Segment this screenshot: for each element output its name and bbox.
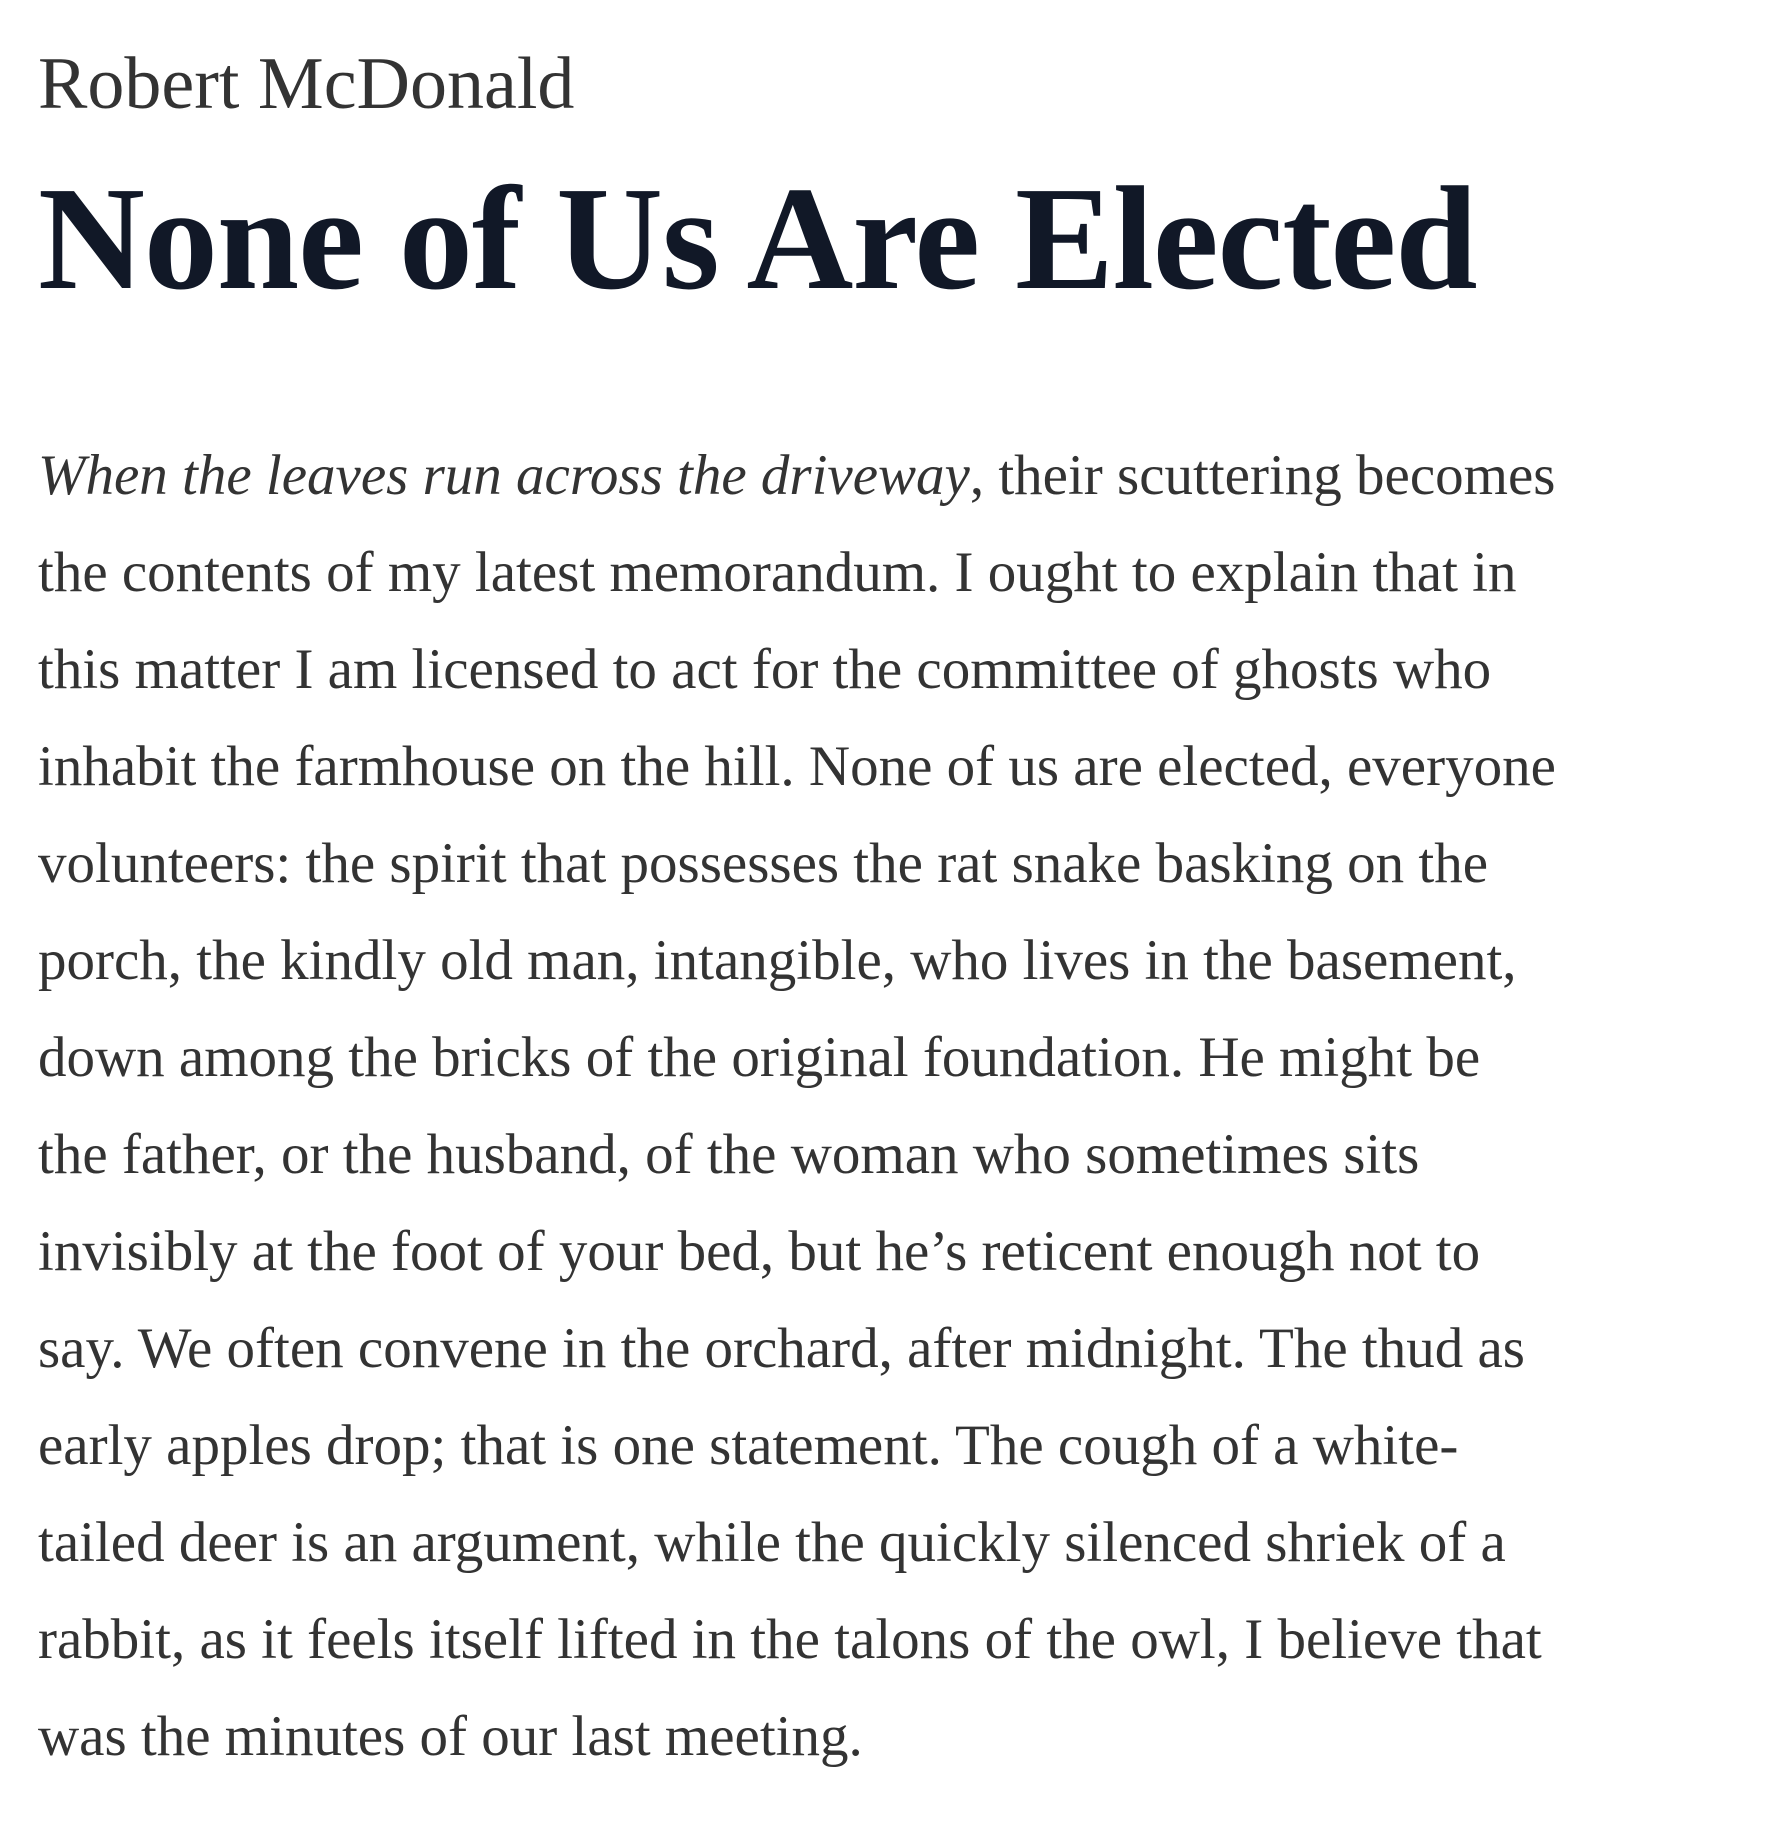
- poem-line: down among the bricks of the original foundation. He might be: [38, 1026, 1481, 1089]
- poem-line: rabbit, as it feels itself lifted in the talons of the owl, I believe that: [38, 1608, 1542, 1671]
- poem-line: invisibly at the foot of your bed, but he’s reticent enough not to: [38, 1220, 1481, 1283]
- poem-body: [38, 427, 1556, 1785]
- poem-line: tailed deer is an argument, while the quickly silenced shriek of a: [38, 1511, 1506, 1574]
- poem-line: porch, the kindly old man, intangible, who lives in the basement,: [38, 929, 1517, 992]
- poem-italic-opening: When the leaves run across the driveway: [38, 444, 970, 507]
- poem-line: volunteers: the spirit that possesses the rat snake basking on the: [38, 832, 1489, 895]
- poem-line: inhabit the farmhouse on the hill. None of us are elected, everyone: [38, 735, 1556, 798]
- poem-line: this matter I am licensed to act for the committee of ghosts who: [38, 638, 1492, 701]
- poem-line: the father, or the husband, of the woman who sometimes sits: [38, 1123, 1420, 1186]
- poem-line: [38, 427, 1556, 524]
- poem-line: early apples drop; that is one statement. The cough of a white-: [38, 1414, 1459, 1477]
- author-name: Robert McDonald: [38, 43, 575, 125]
- poem-line: was the minutes of our last meeting.: [38, 1705, 863, 1768]
- poem-title: None of Us Are Elected: [38, 157, 1477, 321]
- poem-line: the contents of my latest memorandum. I ought to explain that in: [38, 541, 1517, 604]
- poem-line-text: , their scuttering becomes: [969, 444, 1556, 507]
- poem-line: say. We often convene in the orchard, after midnight. The thud as: [38, 1317, 1525, 1380]
